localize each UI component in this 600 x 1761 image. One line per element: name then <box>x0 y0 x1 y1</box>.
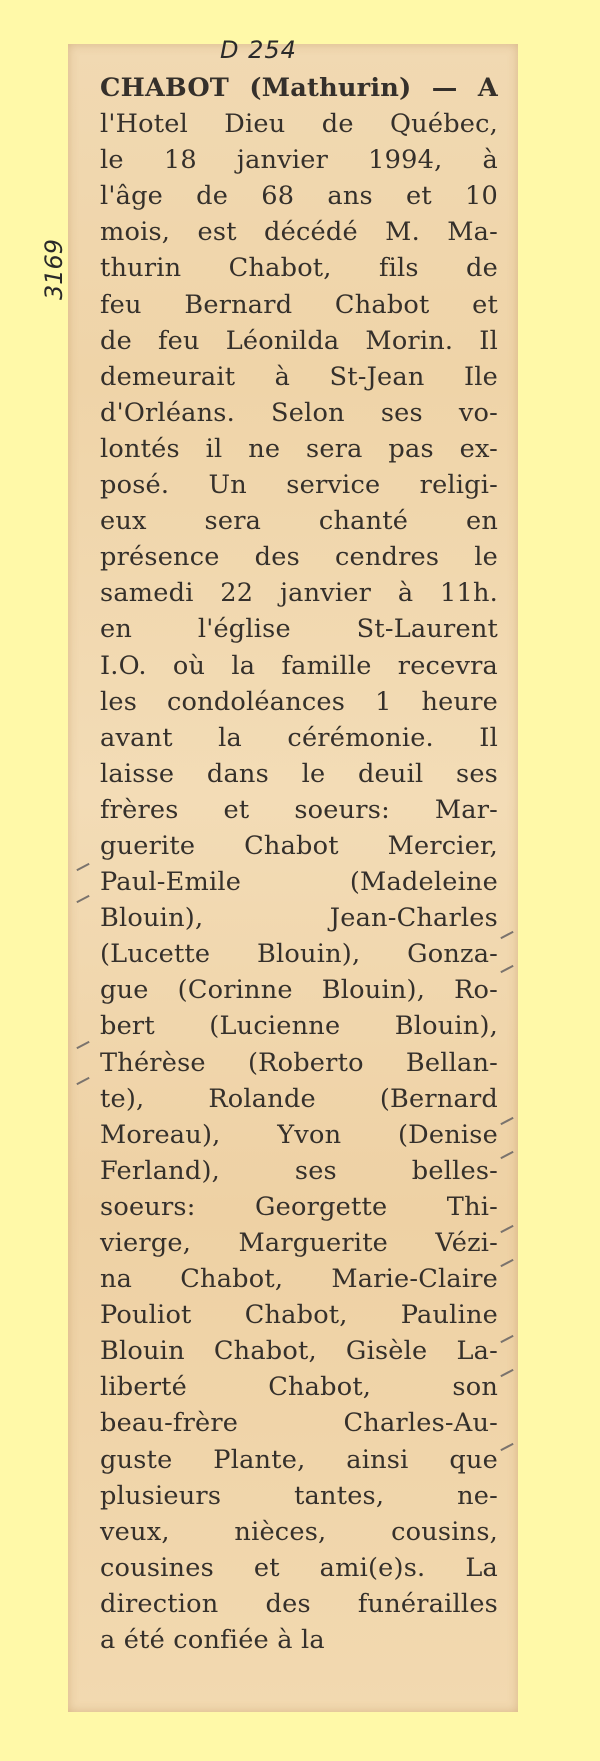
obituary-line: demeurait à St-Jean Ile <box>100 361 498 392</box>
obituary-line: beau-frère Charles-Au- <box>100 1408 498 1439</box>
obituary-line: Moreau), Yvon (Denise <box>100 1119 498 1150</box>
obituary-line: Ferland), ses belles- <box>100 1155 498 1186</box>
obituary-line: eux sera chanté en <box>100 506 498 537</box>
obituary-line: mois, est décédé M. Ma- <box>100 217 498 248</box>
obituary-line: Thérèse (Roberto Bellan- <box>100 1047 498 1078</box>
obituary-line: guste Plante, ainsi que <box>100 1444 498 1475</box>
obituary-line: Paul-Emile (Madeleine <box>100 867 498 898</box>
obituary-line: d'Orléans. Selon ses vo- <box>100 397 498 428</box>
obituary-line: Pouliot Chabot, Pauline <box>100 1300 498 1331</box>
obituary-line: guerite Chabot Mercier, <box>100 830 498 861</box>
obituary-line: présence des cendres le <box>100 542 498 573</box>
handwritten-reference-note: D 254 <box>220 36 297 64</box>
obituary-line: veux, nièces, cousins, <box>100 1516 498 1547</box>
obituary-line: les condoléances 1 heure <box>100 686 498 717</box>
obituary-line: bert (Lucienne Blouin), <box>100 1011 498 1042</box>
obituary-line: le 18 janvier 1994, à <box>100 145 498 176</box>
obituary-line: te), Rolande (Bernard <box>100 1083 498 1114</box>
obituary-line: frères et soeurs: Mar- <box>100 794 498 825</box>
obituary-line: cousines et ami(e)s. La <box>100 1552 498 1583</box>
obituary-line: vierge, Marguerite Vézi- <box>100 1228 498 1258</box>
obituary-line: Blouin), Jean-Charles <box>100 903 498 934</box>
obituary-line: avant la cérémonie. Il <box>100 722 498 753</box>
obituary-line: l'âge de 68 ans et 10 <box>100 181 498 212</box>
obituary-line: en l'église St-Laurent <box>100 614 498 645</box>
obituary-line: posé. Un service religi- <box>100 470 498 501</box>
obituary-line: thurin Chabot, fils de <box>100 253 498 284</box>
obituary-line: liberté Chabot, son <box>100 1372 498 1403</box>
obituary-line: Blouin Chabot, Gisèle La- <box>100 1336 498 1367</box>
obituary-line: l'Hotel Dieu de Québec, <box>100 109 498 140</box>
obituary-line: I.O. où la famille recevra <box>100 650 498 681</box>
obituary-line: (Lucette Blouin), Gonza- <box>100 939 498 970</box>
obituary-line: samedi 22 janvier à 11h. <box>100 578 498 609</box>
obituary-line: laisse dans le deuil ses <box>100 758 498 789</box>
obituary-line: a été confiée à la <box>100 1625 325 1656</box>
obituary-text <box>100 70 498 1658</box>
obituary-line: plusieurs tantes, ne- <box>100 1480 498 1511</box>
obituary-line: soeurs: Georgette Thi- <box>100 1191 498 1222</box>
obituary-line: gue (Corinne Blouin), Ro- <box>100 975 498 1006</box>
obituary-line: lontés il ne sera pas ex- <box>100 433 498 464</box>
obituary-line: CHABOT (Mathurin) — A <box>100 73 498 103</box>
obituary-line: feu Bernard Chabot et <box>100 289 498 320</box>
handwritten-margin-number: 3169 <box>40 238 68 300</box>
obituary-line: na Chabot, Marie-Claire <box>100 1264 498 1295</box>
obituary-line: direction des funérailles <box>100 1588 498 1619</box>
obituary-line: de feu Léonilda Morin. Il <box>100 325 498 356</box>
